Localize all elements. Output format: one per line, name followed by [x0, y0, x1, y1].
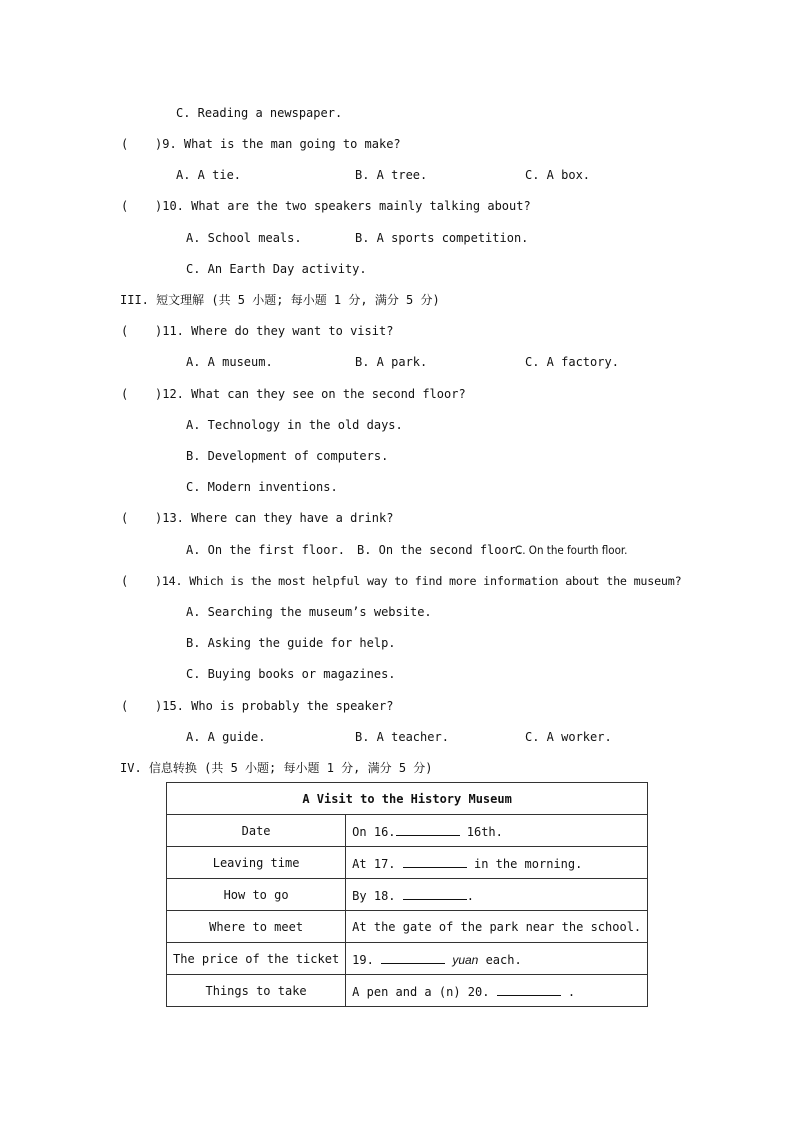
row-value: At 17. in the morning. [346, 847, 648, 879]
q12-option-b: B. Development of computers. [186, 449, 389, 463]
q13-option-a: A. On the first floor. [186, 543, 345, 557]
q14-question: )14. Which is the most helpful way to find more information about the museum? [155, 574, 682, 588]
info-table [166, 782, 648, 1007]
q10-option-c: C. An Earth Day activity. [186, 262, 367, 276]
row-label: Leaving time [167, 847, 346, 879]
section-3-heading: III. 短文理解 (共 5 小题; 每小题 1 分, 满分 5 分) [120, 293, 440, 307]
table-title: A Visit to the History Museum [167, 783, 648, 815]
row-value: On 16. 16th. [346, 815, 648, 847]
q9-option-c: C. A box. [525, 168, 591, 182]
q13-option-b: B. On the second floor. [357, 543, 524, 557]
q11-option-b: B. A park. [355, 355, 428, 369]
table-row [167, 943, 648, 975]
table-row [167, 975, 648, 1007]
q9-bracket: ( [121, 137, 129, 151]
row-label: The price of the ticket [167, 943, 346, 975]
q12-option-c: C. Modern inventions. [186, 480, 338, 494]
q9-option-a: A. A tie. [176, 168, 242, 182]
section-4-heading: IV. 信息转换 (共 5 小题; 每小题 1 分, 满分 5 分) [120, 761, 433, 775]
table-row [167, 847, 648, 879]
row-value: At the gate of the park near the school. [346, 911, 648, 943]
q10-bracket: ( [121, 199, 129, 213]
blank-18[interactable] [403, 887, 467, 900]
row-value: A pen and a (n) 20. . [346, 975, 648, 1007]
q14-option-c: C. Buying books or magazines. [186, 667, 396, 681]
row-value: By 18. . [346, 879, 648, 911]
table-row [167, 879, 648, 911]
q9-option-b: B. A tree. [355, 168, 428, 182]
table-title-row [167, 783, 648, 815]
row-label: How to go [167, 879, 346, 911]
q14-option-a: A. Searching the museum’s website. [186, 605, 432, 619]
table-row [167, 815, 648, 847]
row-label: Things to take [167, 975, 346, 1007]
blank-19[interactable] [381, 951, 445, 964]
q10-question: )10. What are the two speakers mainly talking about? [155, 199, 531, 213]
q9-question: )9. What is the man going to make? [155, 137, 401, 151]
q13-bracket: ( [121, 511, 129, 525]
q10-option-a: A. School meals. [186, 231, 302, 245]
q15-question: )15. Who is probably the speaker? [155, 699, 394, 713]
q13-option-c: C. On the fourth floor. [515, 543, 628, 557]
table-row [167, 911, 648, 943]
blank-17[interactable] [403, 855, 467, 868]
q10-option-b: B. A sports competition. [355, 231, 529, 245]
q11-option-a: A. A museum. [186, 355, 273, 369]
q11-question: )11. Where do they want to visit? [155, 324, 394, 338]
q13-question: )13. Where can they have a drink? [155, 511, 394, 525]
blank-16[interactable] [396, 823, 460, 836]
q14-bracket: ( [121, 574, 129, 588]
row-value: 19. yuan each. [346, 943, 648, 975]
q15-option-c: C. A worker. [525, 730, 612, 744]
row-label: Where to meet [167, 911, 346, 943]
q15-bracket: ( [121, 699, 129, 713]
q15-option-b: B. A teacher. [355, 730, 449, 744]
q12-question: )12. What can they see on the second floor? [155, 387, 466, 401]
q14-option-b: B. Asking the guide for help. [186, 636, 396, 650]
q15-option-a: A. A guide. [186, 730, 266, 744]
blank-20[interactable] [497, 983, 561, 996]
q11-option-c: C. A factory. [525, 355, 619, 369]
q12-option-a: A. Technology in the old days. [186, 418, 403, 432]
q8-option-c: C. Reading a newspaper. [176, 106, 343, 120]
row-label: Date [167, 815, 346, 847]
q12-bracket: ( [121, 387, 129, 401]
q11-bracket: ( [121, 324, 129, 338]
